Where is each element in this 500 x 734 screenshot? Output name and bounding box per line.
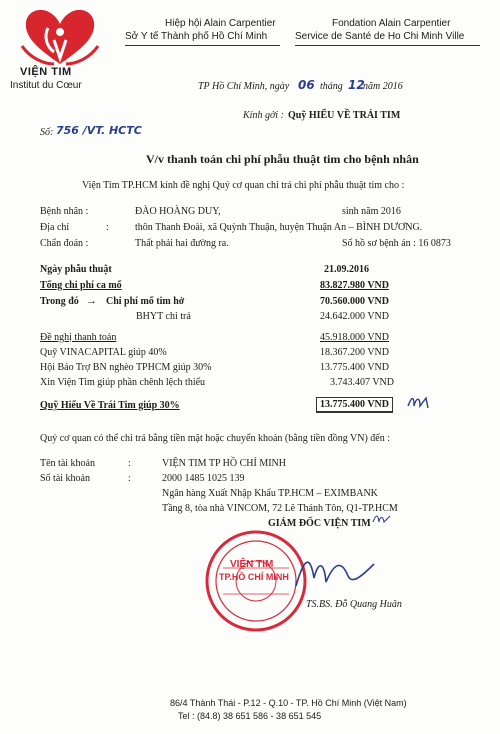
footer-phone: Tel : (84.8) 38 651 586 - 38 651 545: [178, 711, 322, 721]
address-colon: :: [106, 222, 109, 233]
vientim-label: Xin Viện Tim giúp phần chênh lệch thiếu: [40, 377, 206, 388]
stamp-city: TP.HỒ CHÍ MINH: [219, 572, 289, 582]
intro-text: Viện Tim TP.HCM kính đề nghị Quý cơ quan chi trả chi phí phẫu thuật tim cho :: [82, 180, 405, 191]
subject-line: V/v thanh toán chi phí phẫu thuật tim cho bệnh nhân: [146, 152, 419, 166]
account-name: VIỆN TIM TP HỒ CHÍ MINH: [162, 458, 286, 469]
account-no-colon: :: [128, 473, 131, 484]
surgery-date-label: Ngày phẫu thuật: [40, 264, 112, 275]
date-month: 12: [348, 78, 365, 92]
patient-name-label: Bệnh nhân :: [40, 206, 89, 217]
vinacapital-label: Quỹ VINACAPITAL giúp 40%: [40, 347, 167, 358]
hoibaotro-amount: 13.775.400 VND: [320, 362, 389, 373]
diagnosis: Thất phải hai đường ra.: [135, 238, 229, 249]
date-month-label: tháng: [320, 81, 343, 92]
patient-address: thôn Thanh Đoài, xã Quỳnh Thuận, huyện Thuận An – BÌNH DƯƠNG.: [135, 222, 423, 233]
vinacapital-amount: 18.367.200 VND: [320, 347, 389, 358]
date-prefix: TP Hồ Chí Minh, ngày: [198, 81, 290, 92]
patient-name: ĐÀO HOÀNG DUY,: [135, 206, 221, 217]
fund-amount: 13.775.400 VND: [320, 399, 389, 410]
open-heart-label: Chi phí mổ tim hở: [106, 296, 185, 307]
signer-name: TS.BS. Đỗ Quang Huân: [306, 599, 402, 610]
vn-association: Hiệp hội Alain Carpentier: [165, 18, 276, 29]
fr-association: Fondation Alain Carpentier: [332, 18, 451, 29]
initials-mark-icon: [406, 392, 432, 412]
vn-department: Sở Y tế Thành phố Hồ Chí Minh: [125, 31, 268, 42]
header-divider-right: [295, 45, 480, 46]
request-label: Đề nghị thanh toán: [40, 332, 117, 343]
account-name-label: Tên tài khoản: [40, 458, 95, 469]
bank-name: Ngân hàng Xuất Nhập Khẩu TP.HCM – EXIMBANK: [162, 488, 378, 499]
logo-subtitle: Institut du Cœur: [10, 80, 82, 91]
date-day: 06: [298, 78, 315, 92]
small-signature-mark-icon: [372, 512, 394, 526]
open-heart-amount: 70.560.000 VND: [320, 296, 389, 307]
patient-birth: sinh năm 2016: [342, 206, 401, 217]
recipient-label: Kính gởi :: [243, 110, 284, 121]
fund-label: Quỹ Hiểu Về Trái Tim giúp 30%: [40, 400, 180, 411]
arrow-right-icon: →: [86, 295, 97, 307]
recipient-name: Quỹ HIỂU VỀ TRÁI TIM: [288, 110, 401, 121]
hoibaotro-label: Hội Bảo Trợ BN nghèo TPHCM giúp 30%: [40, 362, 212, 373]
logo-name: VIỆN TIM: [20, 66, 72, 78]
ref-label: Số:: [40, 127, 54, 138]
record-number: Số hồ sơ bệnh án : 16 0873: [342, 238, 451, 249]
total-label: Tổng chi phí ca mổ: [40, 280, 122, 291]
account-no-label: Số tài khoản: [40, 473, 90, 484]
payment-note: Quý cơ quan có thể chi trả bằng tiền mặt hoặc chuyển khoản (bằng tiền đồng VN) đến :: [40, 433, 390, 444]
fund-amount-box: [316, 397, 393, 413]
address-label: Địa chỉ: [40, 222, 70, 233]
vientim-amount: 3.743.407 VND: [330, 377, 394, 388]
director-title: GIÁM ĐỐC VIỆN TIM: [268, 518, 371, 529]
bhyt-amount: 24.642.000 VND: [320, 311, 389, 322]
diagnosis-label: Chẩn đoán :: [40, 238, 89, 249]
heart-logo-icon: [20, 6, 100, 66]
date-year: năm 2016: [363, 81, 403, 92]
bank-address: Tầng 8, tòa nhà VINCOM, 72 Lê Thánh Tôn, Q1-TP.HCM: [162, 503, 398, 514]
ref-number: 756 /VT. HCTC: [56, 124, 142, 137]
request-amount: 45.918.000 VND: [320, 332, 389, 343]
total-amount: 83.827.980 VND: [320, 280, 389, 291]
header-divider-left: [125, 45, 280, 46]
footer-address: 86/4 Thành Thái - P.12 - Q.10 - TP. Hồ Chí Minh (Việt Nam): [170, 698, 407, 708]
handwritten-signature-icon: [290, 548, 380, 598]
account-number: 2000 1485 1025 139: [162, 473, 245, 484]
account-name-colon: :: [128, 458, 131, 469]
stamp-text: VIỆN TIM: [230, 559, 274, 570]
fr-department: Service de Santé de Ho Chi Minh Ville: [295, 31, 465, 42]
surgery-date: 21.09.2016: [324, 264, 369, 275]
bhyt-label: BHYT chi trả: [136, 311, 191, 322]
of-which-label: Trong đó: [40, 296, 79, 307]
